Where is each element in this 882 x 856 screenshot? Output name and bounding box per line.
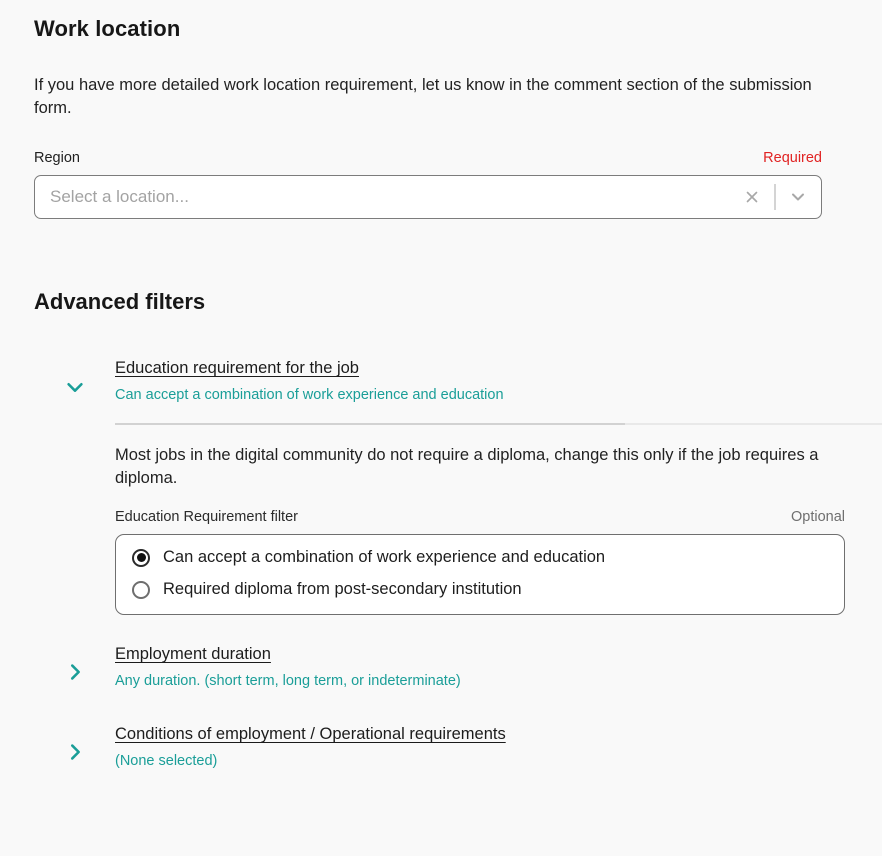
region-label: Region bbox=[34, 150, 80, 166]
education-filter-label-row bbox=[115, 509, 845, 525]
optional-badge: Optional bbox=[790, 509, 845, 525]
section-divider bbox=[115, 423, 882, 425]
chevron-down-icon[interactable] bbox=[62, 374, 88, 400]
radio-option-combination[interactable]: Can accept a combination of work experience and education bbox=[132, 548, 828, 567]
education-filter-label: Education Requirement filter bbox=[115, 509, 298, 525]
filter-link-duration[interactable]: Employment duration bbox=[115, 645, 271, 663]
required-badge: Required bbox=[763, 150, 822, 166]
radio-unselected-icon[interactable] bbox=[132, 581, 150, 599]
chevron-right-icon[interactable] bbox=[62, 659, 88, 685]
filter-section-duration bbox=[34, 645, 882, 689]
region-select[interactable] bbox=[34, 175, 822, 219]
region-label-row bbox=[34, 150, 822, 166]
filter-section-education bbox=[34, 359, 882, 615]
filter-section-conditions bbox=[34, 725, 882, 769]
advanced-filters-title: Advanced filters bbox=[34, 289, 206, 314]
filter-link-education[interactable]: Education requirement for the job bbox=[115, 359, 359, 377]
work-location-description: If you have more detailed work location requirement, let us know in the comment section of the submission form. bbox=[34, 76, 812, 117]
region-select-placeholder: Select a location... bbox=[50, 187, 189, 206]
clear-x-icon[interactable] bbox=[741, 186, 763, 208]
page-title: Work location bbox=[34, 16, 181, 41]
filter-summary-education: Can accept a combination of work experience and education bbox=[115, 387, 504, 403]
select-divider bbox=[774, 184, 776, 210]
region-select-icons bbox=[741, 184, 809, 210]
education-filter-description: Most jobs in the digital community do not require a diploma, change this only if the job requires a diploma. bbox=[115, 446, 819, 487]
chevron-down-icon[interactable] bbox=[787, 186, 809, 208]
radio-selected-icon[interactable] bbox=[132, 549, 150, 567]
chevron-right-icon[interactable] bbox=[62, 739, 88, 765]
education-filter-radio-group bbox=[115, 534, 845, 615]
radio-option-diploma[interactable]: Required diploma from post-secondary institution bbox=[132, 580, 828, 599]
filter-summary-duration: Any duration. (short term, long term, or indeterminate) bbox=[115, 673, 461, 689]
filter-summary-conditions: (None selected) bbox=[115, 753, 218, 769]
filter-link-conditions[interactable]: Conditions of employment / Operational requirements bbox=[115, 725, 506, 743]
